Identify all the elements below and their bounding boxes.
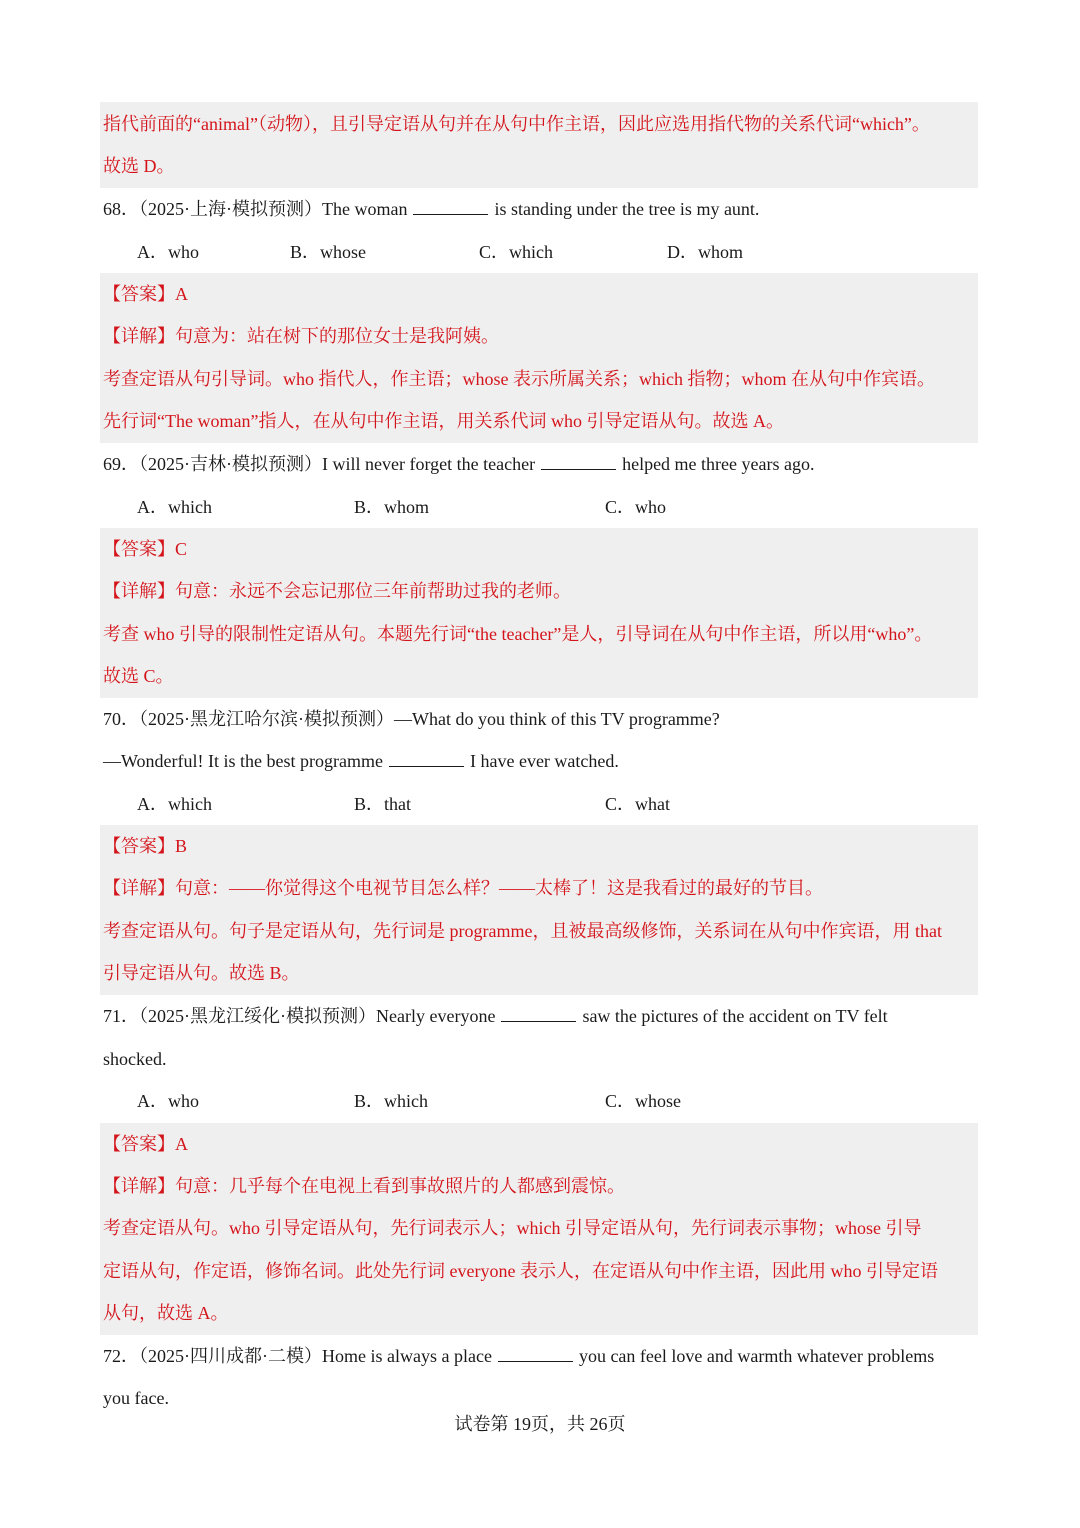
detail-text: 句意为：站在树下的那位女士是我阿姨。 <box>175 326 499 346</box>
option-c: C．who <box>605 497 667 517</box>
explanation-68-line2: 先行词“The woman”指人，在从句中作主语，用关系代词 who 引导定语从句。故选 A。 <box>103 411 784 431</box>
question-stem-post: I have ever watched. <box>469 751 619 771</box>
option-b: B．whose <box>290 242 366 262</box>
question-source: （2025·上海·模拟预测） <box>139 199 322 219</box>
explanation-69-line2: 故选 C。 <box>103 666 174 686</box>
option-b: B．that <box>354 794 411 814</box>
answer-71: 【答案】A <box>103 1134 188 1154</box>
detail-text: 句意：永远不会忘记那位三年前帮助过我的老师。 <box>175 581 571 601</box>
explanation-71-line1: 考查定语从句。who 引导定语从句，先行词表示人；which 引导定语从句，先行词表示事物；whose 引导 <box>103 1218 922 1238</box>
explanation-68-line1: 考查定语从句引导词。who 指代人，作主语；whose 表示所属关系；which 指物；whom 在从句中作宾语。 <box>103 369 935 389</box>
page-footer: 试卷第 19页，共 26页 <box>454 1414 626 1434</box>
question-source: （2025·四川成都·二模） <box>139 1346 322 1366</box>
question-number: 71． <box>103 1006 139 1026</box>
answer-69: 【答案】C <box>103 539 188 559</box>
detail-label: 【详解】 <box>103 326 175 346</box>
explanation-71-line3: 从句，故选 A。 <box>103 1303 229 1323</box>
question-69 <box>103 443 815 485</box>
answer-blank <box>413 200 488 215</box>
detail-label: 【详解】 <box>103 581 175 601</box>
detail-71 <box>103 1165 625 1207</box>
detail-text: 句意：几乎每个在电视上看到事故照片的人都感到震惊。 <box>175 1176 625 1196</box>
detail-70 <box>103 867 823 909</box>
detail-label: 【详解】 <box>103 1176 175 1196</box>
option-b: B．which <box>354 1091 428 1111</box>
question-stem-pre: —What do you think of this TV programme? <box>394 709 720 729</box>
question-stem-pre: Home is always a place <box>322 1346 492 1366</box>
question-stem-pre: I will never forget the teacher <box>322 454 536 474</box>
question-72-cont: you face. <box>103 1388 169 1408</box>
answer-68: 【答案】A <box>103 284 188 304</box>
option-a: A．which <box>137 794 212 814</box>
question-source: （2025·黑龙江绥化·模拟预测） <box>139 1006 376 1026</box>
question-stem-post: helped me three years ago. <box>622 454 815 474</box>
detail-68 <box>103 315 499 357</box>
detail-text: 句意：——你觉得这个电视节目怎么样？——太棒了！这是我看过的最好的节目。 <box>175 878 823 898</box>
option-c: C．which <box>479 242 553 262</box>
question-72 <box>103 1335 934 1377</box>
question-number: 72． <box>103 1346 139 1366</box>
question-stem-pre: —Wonderful! It is the best programme <box>103 751 383 771</box>
option-d: D．whom <box>667 242 743 262</box>
question-number: 68． <box>103 199 139 219</box>
question-stem-post: you can feel love and warmth whatever problems <box>578 1346 935 1366</box>
answer-blank <box>541 455 616 470</box>
explanation-71-line2: 定语从句，作定语，修饰名词。此处先行词 everyone 表示人，在定语从句中作主语，因此用 who 引导定语 <box>103 1261 938 1281</box>
question-stem-pre: Nearly everyone <box>376 1006 496 1026</box>
answer-blank <box>498 1347 573 1362</box>
question-68 <box>103 188 759 230</box>
explanation-70-line1: 考查定语从句。句子是定语从句，先行词是 programme，且被最高级修饰，关系词在从句中作宾语，用 that <box>103 921 942 941</box>
question-stem-pre: The woman <box>322 199 408 219</box>
question-number: 69． <box>103 454 139 474</box>
explanation-70-line2: 引导定语从句。故选 B。 <box>103 963 300 983</box>
prev-explanation-line1: 指代前面的“animal”（动物），且引导定语从句并在从句中作主语，因此应选用指代物的关系代词“which”。 <box>103 114 930 134</box>
question-number: 70． <box>103 709 139 729</box>
question-70 <box>103 698 720 740</box>
detail-label: 【详解】 <box>103 878 175 898</box>
answer-70: 【答案】B <box>103 836 188 856</box>
option-c: C．whose <box>605 1091 681 1111</box>
answer-blank <box>501 1007 576 1022</box>
question-70-line2 <box>103 740 619 782</box>
prev-explanation-line2: 故选 D。 <box>103 156 175 176</box>
question-stem-post: is standing under the tree is my aunt. <box>494 199 760 219</box>
option-a: A．who <box>137 242 199 262</box>
explanation-69-line1: 考查 who 引导的限制性定语从句。本题先行词“the teacher”是人，引导词在从句中作主语，所以用“who”。 <box>103 624 933 644</box>
option-a: A．which <box>137 497 212 517</box>
option-b: B．whom <box>354 497 430 517</box>
question-71-cont: shocked. <box>103 1049 167 1069</box>
option-a: A．who <box>137 1091 199 1111</box>
question-stem-post: saw the pictures of the accident on TV felt <box>582 1006 888 1026</box>
detail-69 <box>103 570 571 612</box>
question-source: （2025·吉林·模拟预测） <box>139 454 322 474</box>
question-source: （2025·黑龙江哈尔滨·模拟预测） <box>139 709 394 729</box>
question-71 <box>103 995 888 1037</box>
answer-blank <box>389 752 464 767</box>
option-c: C．what <box>605 794 670 814</box>
